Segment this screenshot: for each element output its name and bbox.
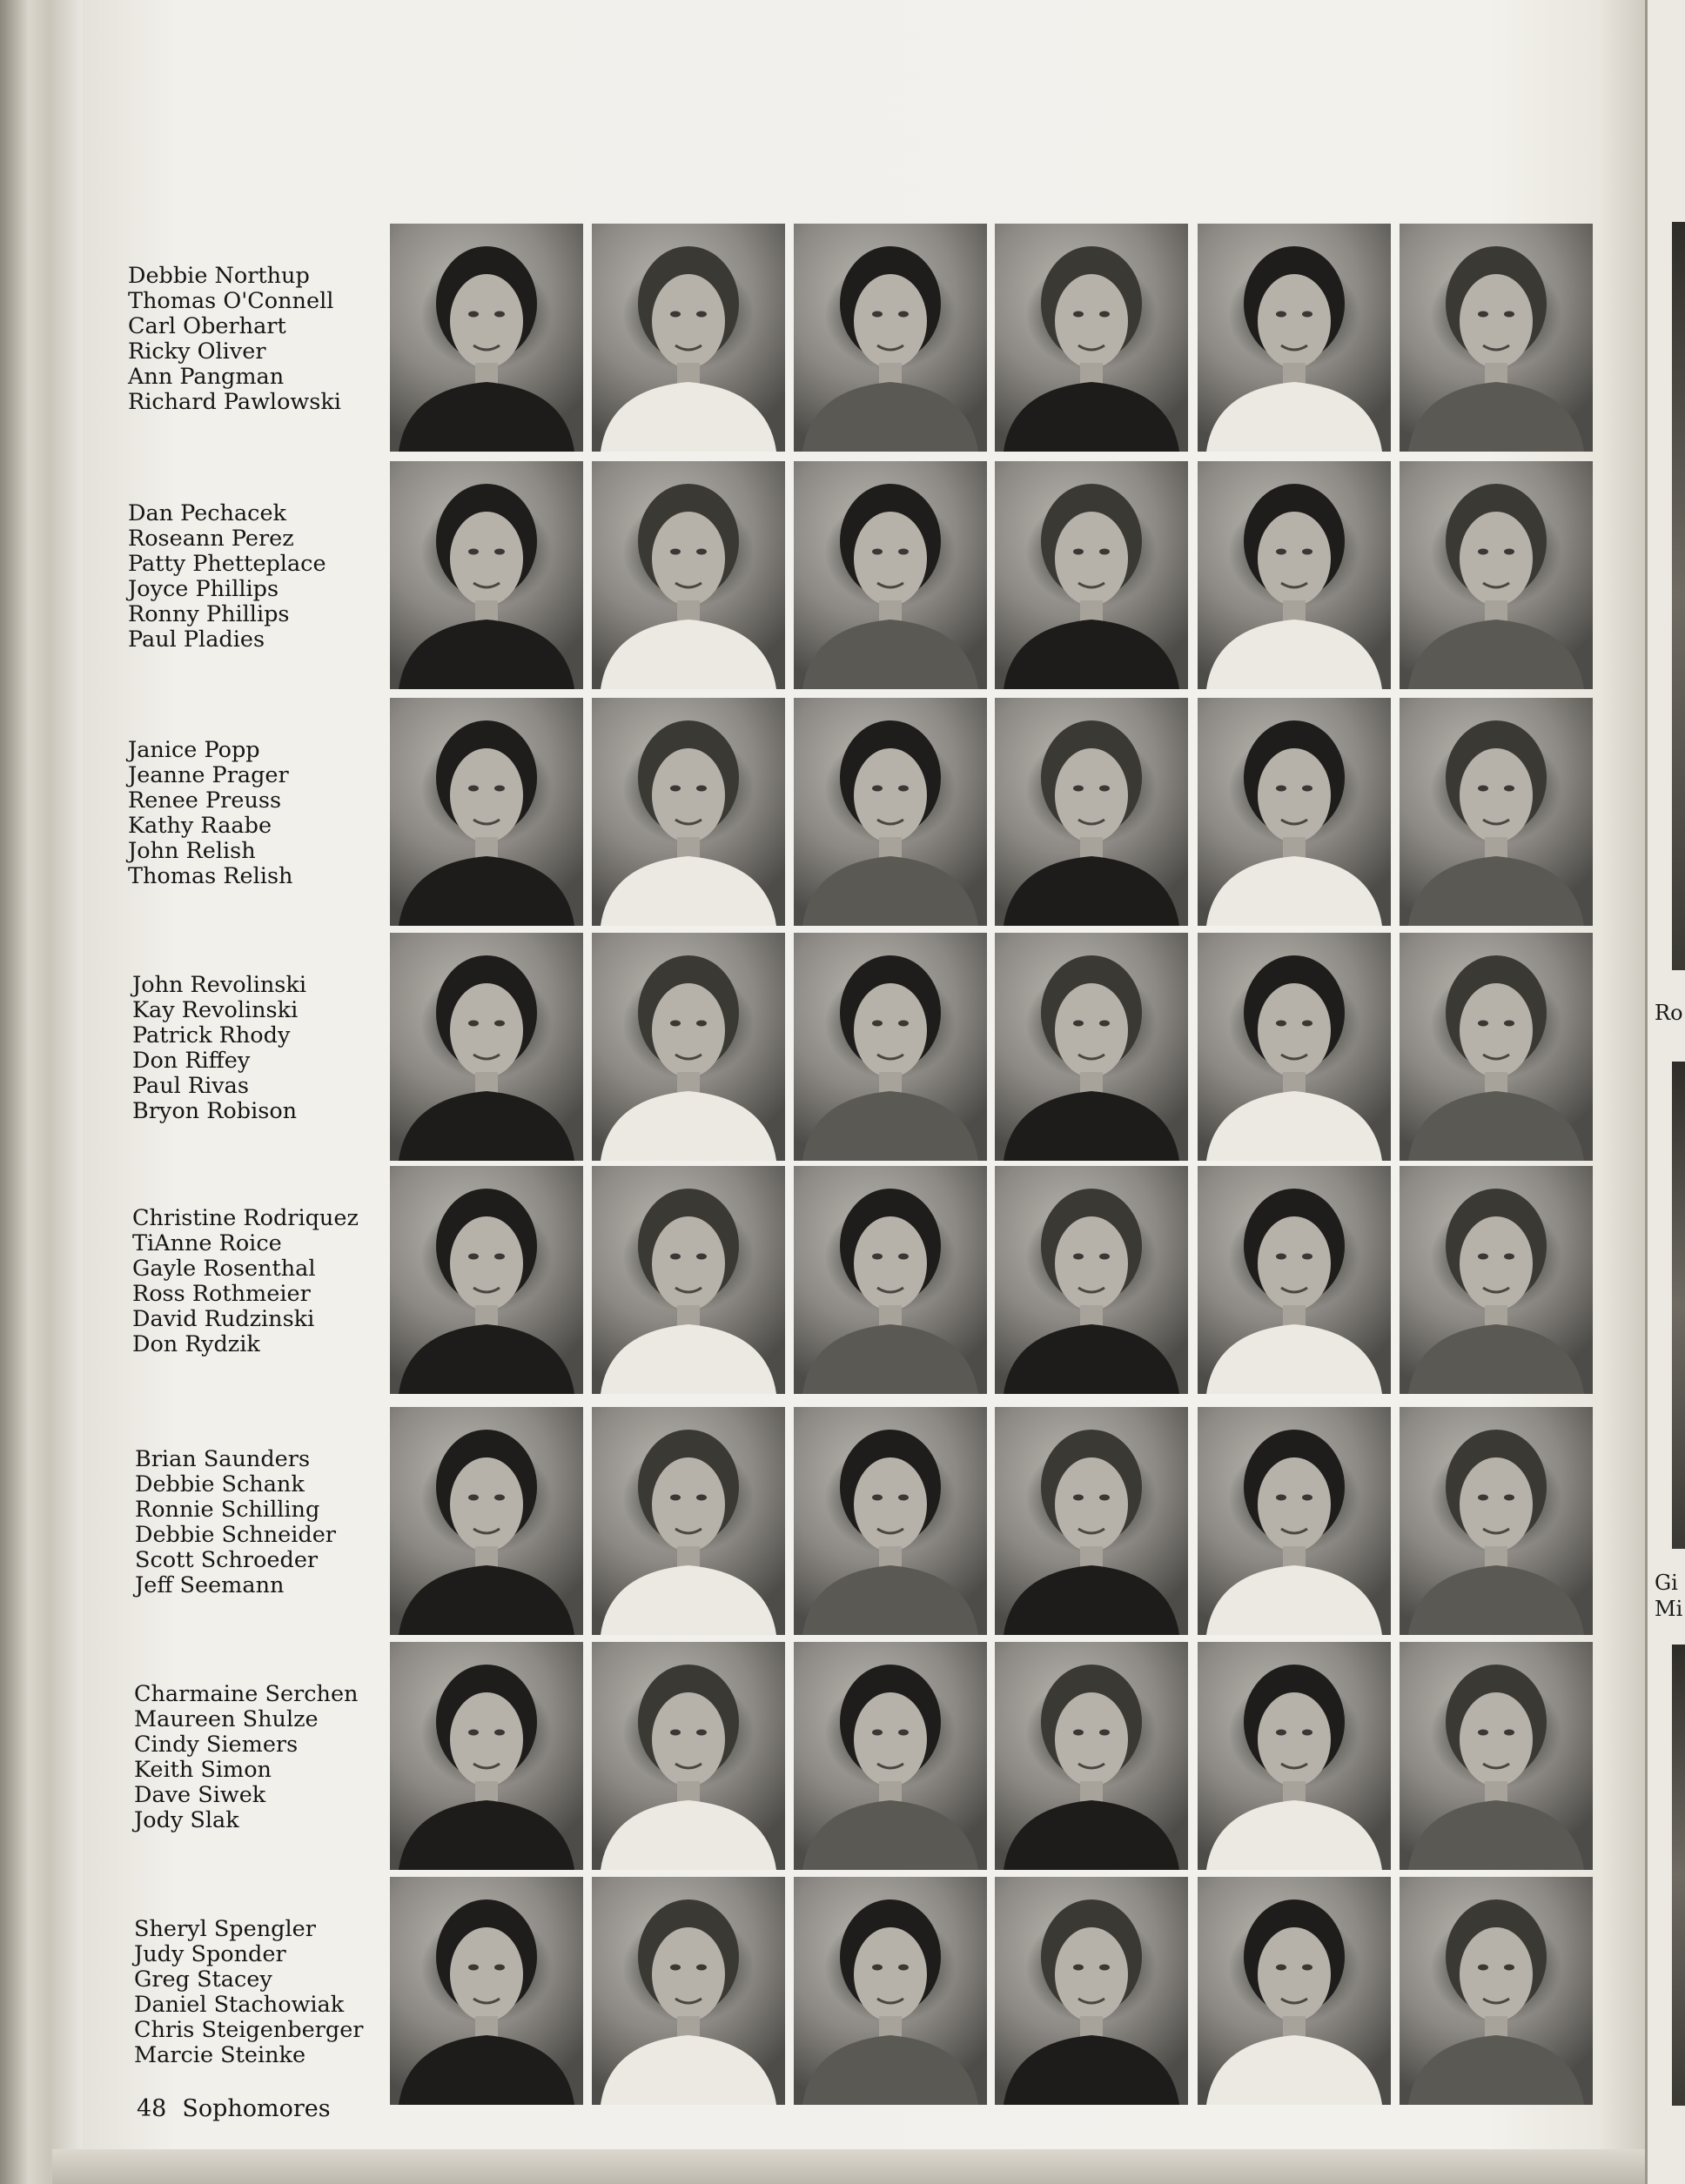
student-name: Carl Oberhart xyxy=(128,313,286,339)
name-list xyxy=(132,1206,359,1357)
student-name: Ricky Oliver xyxy=(128,338,266,365)
student-portrait-photo xyxy=(592,698,785,926)
student-portrait-photo xyxy=(390,1407,583,1635)
student-name: David Rudzinski xyxy=(132,1306,315,1332)
page-edge xyxy=(52,2149,1645,2184)
student-name: Kay Revolinski xyxy=(132,997,299,1023)
portrait-row xyxy=(83,1166,1645,1394)
student-portrait-photo xyxy=(592,1642,785,1870)
student-portrait-photo xyxy=(995,461,1188,689)
name-list xyxy=(128,264,341,415)
student-name: Scott Schroeder xyxy=(135,1547,319,1573)
adjacent-caption: Ro xyxy=(1655,1001,1683,1025)
student-name: Brian Saunders xyxy=(135,1446,311,1472)
student-portrait-photo xyxy=(1198,1877,1391,2105)
student-portrait-photo xyxy=(794,1166,987,1394)
student-portrait-photo xyxy=(995,1407,1188,1635)
portrait-row xyxy=(83,1407,1645,1635)
student-name: John Revolinski xyxy=(132,972,307,998)
student-name: Thomas Relish xyxy=(128,863,293,889)
student-portrait-photo xyxy=(390,224,583,452)
student-portrait-photo xyxy=(995,698,1188,926)
student-name: TiAnne Roice xyxy=(132,1230,282,1256)
student-name: Richard Pawlowski xyxy=(128,389,341,415)
student-name: Thomas O'Connell xyxy=(128,288,334,314)
name-list xyxy=(132,973,306,1124)
portrait-row xyxy=(83,698,1645,926)
student-portrait-photo xyxy=(592,224,785,452)
student-portrait-photo xyxy=(1400,1877,1593,2105)
adjacent-photo xyxy=(1672,1062,1685,1549)
adjacent-photo xyxy=(1672,222,1685,970)
student-portrait-photo xyxy=(794,224,987,452)
student-name: Don Riffey xyxy=(132,1048,251,1074)
student-portrait-photo xyxy=(1400,224,1593,452)
student-name: Ronnie Schilling xyxy=(135,1497,320,1523)
name-list xyxy=(128,738,292,889)
student-portrait-photo xyxy=(592,1877,785,2105)
student-portrait-photo xyxy=(995,1166,1188,1394)
adjacent-caption: Gi xyxy=(1655,1571,1678,1595)
student-portrait-photo xyxy=(390,933,583,1161)
student-name: Maureen Shulze xyxy=(134,1706,319,1732)
student-name: Bryon Robison xyxy=(132,1098,298,1124)
student-name: Gayle Rosenthal xyxy=(132,1256,316,1282)
student-name: Don Rydzik xyxy=(132,1331,260,1357)
student-name: Keith Simon xyxy=(134,1757,272,1783)
student-name: Greg Stacey xyxy=(134,1966,272,1993)
student-name: Janice Popp xyxy=(128,737,260,763)
student-name: Ann Pangman xyxy=(128,364,285,390)
student-name: Dan Pechacek xyxy=(128,500,287,526)
portrait-row xyxy=(83,461,1645,689)
page-number: 48 xyxy=(137,2095,167,2122)
student-name: Chris Steigenberger xyxy=(134,2017,364,2043)
student-name: Ross Rothmeier xyxy=(132,1281,311,1307)
student-portrait-photo xyxy=(794,698,987,926)
student-portrait-photo xyxy=(390,698,583,926)
student-portrait-photo xyxy=(1400,698,1593,926)
student-name: Renee Preuss xyxy=(128,787,282,814)
student-portrait-photo xyxy=(1400,1642,1593,1870)
student-portrait-photo xyxy=(1198,461,1391,689)
name-list xyxy=(134,1917,363,2068)
student-name: Debbie Northup xyxy=(128,263,310,289)
student-portrait-photo xyxy=(794,1877,987,2105)
student-name: Jeanne Prager xyxy=(128,762,289,788)
student-name: Daniel Stachowiak xyxy=(134,1992,345,2018)
student-portrait-photo xyxy=(390,461,583,689)
student-portrait-photo xyxy=(390,1642,583,1870)
student-portrait-photo xyxy=(794,1407,987,1635)
student-name: Paul Pladies xyxy=(128,626,265,653)
student-portrait-photo xyxy=(1198,1642,1391,1870)
student-name: Paul Rivas xyxy=(132,1073,249,1099)
student-portrait-photo xyxy=(390,1166,583,1394)
portrait-row xyxy=(83,1877,1645,2105)
student-name: Debbie Schneider xyxy=(135,1522,336,1548)
portrait-row xyxy=(83,224,1645,452)
portrait-row xyxy=(83,1642,1645,1870)
portrait-row xyxy=(83,933,1645,1161)
student-name: Judy Sponder xyxy=(134,1941,286,1967)
student-portrait-photo xyxy=(592,461,785,689)
student-portrait-photo xyxy=(794,933,987,1161)
name-list xyxy=(135,1447,336,1598)
name-list xyxy=(128,501,326,653)
student-portrait-photo xyxy=(1198,224,1391,452)
student-portrait-photo xyxy=(1198,933,1391,1161)
book-binding xyxy=(0,0,83,2184)
adjacent-photo xyxy=(1672,1645,1685,2106)
student-portrait-photo xyxy=(592,933,785,1161)
student-name: Joyce Phillips xyxy=(128,576,279,602)
student-name: Christine Rodriquez xyxy=(132,1205,359,1231)
student-name: Patrick Rhody xyxy=(132,1022,291,1048)
student-name: John Relish xyxy=(128,838,256,864)
yearbook-page xyxy=(83,0,1645,2149)
student-portrait-photo xyxy=(1198,1166,1391,1394)
student-portrait-photo xyxy=(1400,461,1593,689)
student-name: Debbie Schank xyxy=(135,1471,305,1497)
student-name: Kathy Raabe xyxy=(128,813,272,839)
student-portrait-photo xyxy=(1400,933,1593,1161)
student-portrait-photo xyxy=(1400,1166,1593,1394)
student-portrait-photo xyxy=(794,1642,987,1870)
student-portrait-photo xyxy=(995,224,1188,452)
student-portrait-photo xyxy=(1400,1407,1593,1635)
student-portrait-photo xyxy=(1198,1407,1391,1635)
student-name: Charmaine Serchen xyxy=(134,1681,359,1707)
student-name: Cindy Siemers xyxy=(134,1732,299,1758)
student-name: Ronny Phillips xyxy=(128,601,290,627)
student-name: Dave Siwek xyxy=(134,1782,266,1808)
student-portrait-photo xyxy=(995,1642,1188,1870)
page-footer xyxy=(137,2095,346,2122)
student-portrait-photo xyxy=(592,1166,785,1394)
section-title: Sophomores xyxy=(182,2095,331,2122)
adjacent-caption: Mi xyxy=(1655,1597,1683,1621)
student-name: Sheryl Spengler xyxy=(134,1916,316,1942)
student-portrait-photo xyxy=(1198,698,1391,926)
student-portrait-photo xyxy=(390,1877,583,2105)
adjacent-page-edge xyxy=(1645,0,1685,2184)
student-name: Patty Phetteplace xyxy=(128,551,326,577)
student-name: Jody Slak xyxy=(134,1807,239,1833)
name-list xyxy=(134,1682,358,1833)
student-portrait-photo xyxy=(794,461,987,689)
student-name: Jeff Seemann xyxy=(135,1572,285,1598)
student-portrait-photo xyxy=(995,933,1188,1161)
student-name: Marcie Steinke xyxy=(134,2042,306,2068)
student-portrait-photo xyxy=(592,1407,785,1635)
student-portrait-photo xyxy=(995,1877,1188,2105)
student-name: Roseann Perez xyxy=(128,526,294,552)
